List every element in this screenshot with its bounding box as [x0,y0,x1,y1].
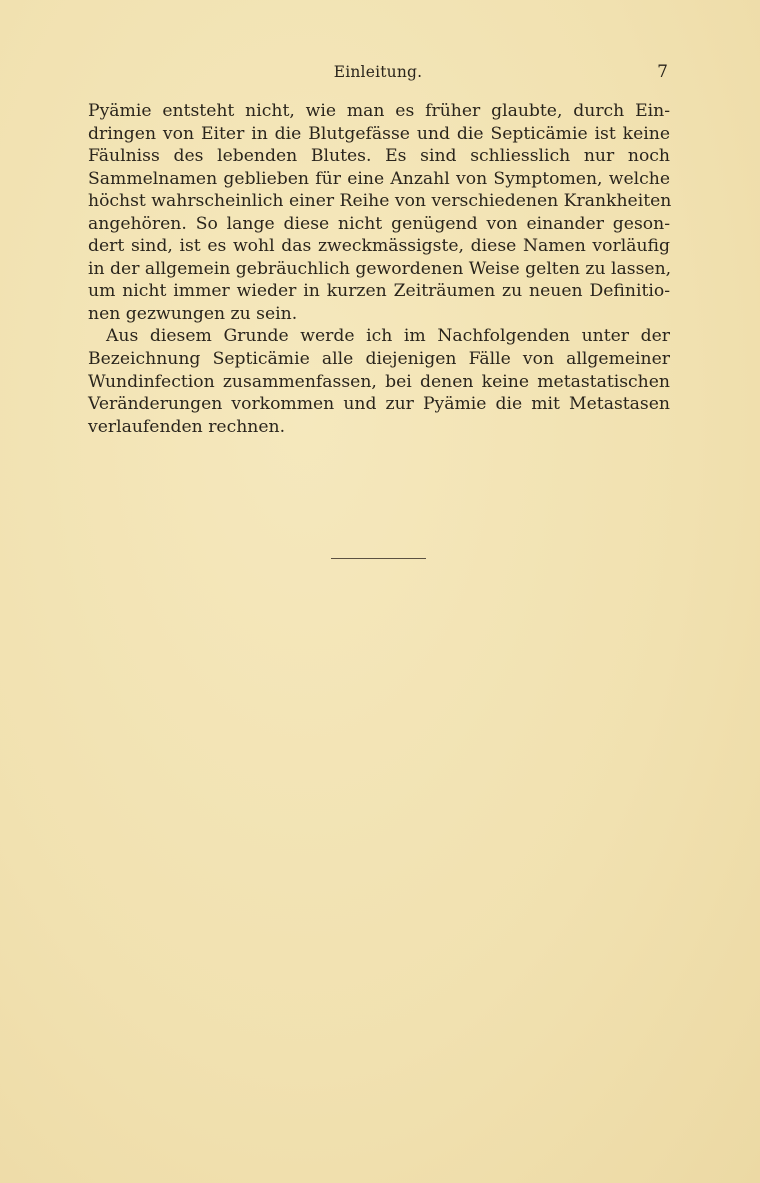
text-line: höchst wahrscheinlich einer Reihe von verschiedenen Krankheiten [88,191,672,212]
body-text [88,100,670,438]
text-line: Sammelnamen geblieben für eine Anzahl von Symptomen, welche [88,168,670,189]
text-line: nen gezwungen zu sein. [88,303,298,324]
text-line: Wundinfection zusammenfassen, bei denen keine metastatischen [88,371,670,392]
paragraph-2 [88,325,670,438]
paragraph-1 [88,100,670,325]
text-line: dringen von Eiter in die Blutgefässe und die Septicämie ist keine [88,123,670,144]
page-number: 7 [657,62,668,82]
text-line: Fäulniss des lebenden Blutes. Es sind schliesslich nur noch [88,146,670,167]
text-line: Veränderungen vorkommen und zur Pyämie die mit Metastasen [88,394,670,415]
text-line: um nicht immer wieder in kurzen Zeiträumen zu neuen Definitio- [88,281,670,302]
section-end-rule [331,558,426,559]
text-line: verlaufenden rechnen. [88,416,286,437]
running-head [88,63,668,85]
text-line: in der allgemein gebräuchlich gewordenen Weise gelten zu lassen, [88,258,672,279]
text-line: dert sind, ist es wohl das zweckmässigste, diese Namen vorläufig [88,236,670,257]
running-head-title: Einleitung. [333,63,423,81]
text-line: angehören. So lange diese nicht genügend von einander geson- [88,213,670,234]
text-line: Bezeichnung Septicämie alle diejenigen Fälle von allgemeiner [88,349,670,370]
text-line: Aus diesem Grunde werde ich im Nachfolgenden unter der [106,326,670,347]
text-line: Pyämie entsteht nicht, wie man es früher glaubte, durch Ein- [88,101,670,121]
